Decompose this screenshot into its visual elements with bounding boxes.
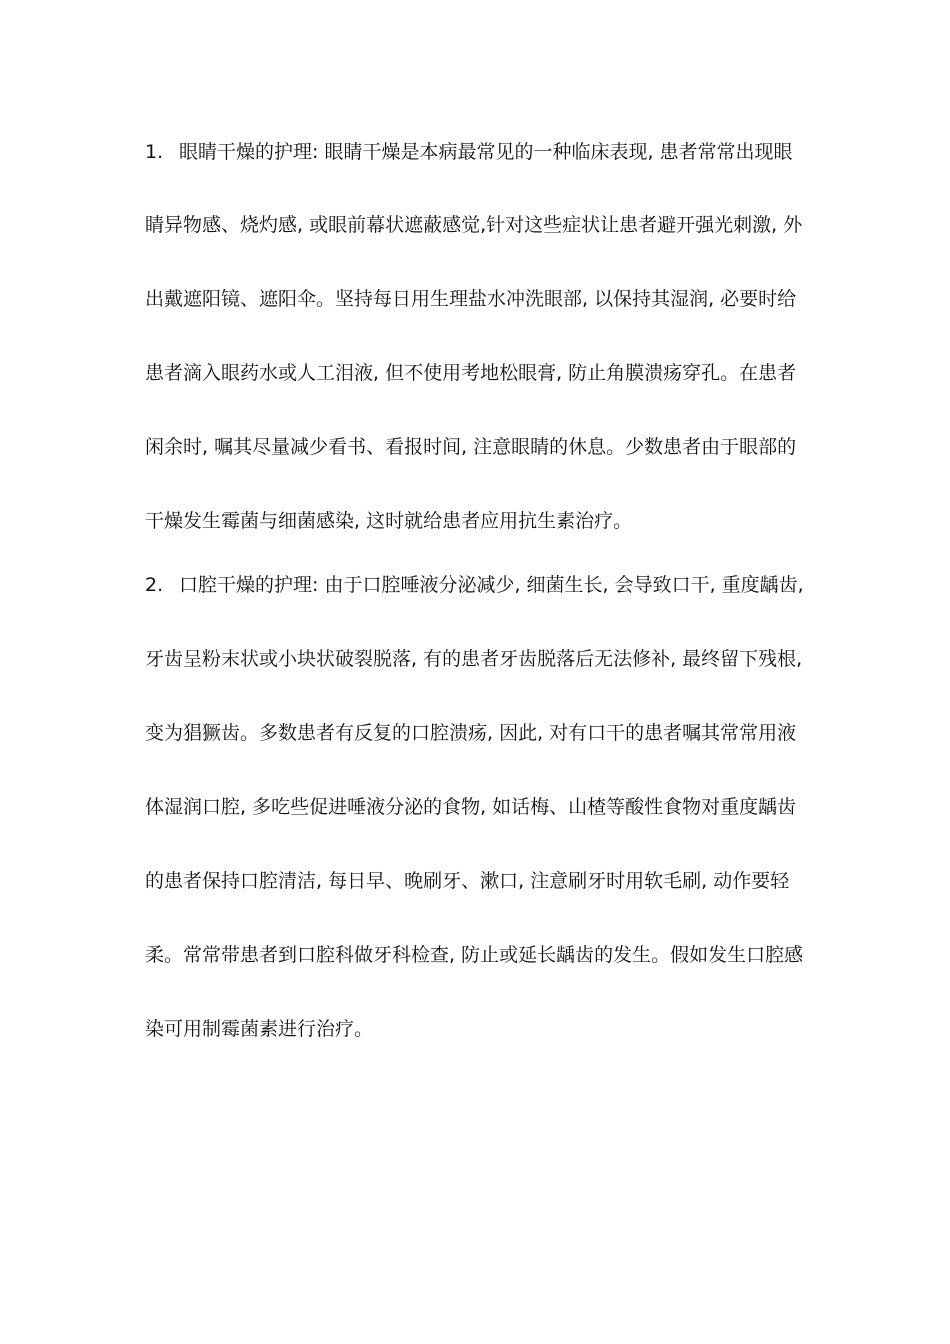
item-1-line-6 bbox=[145, 508, 632, 534]
item-1-line-2 bbox=[145, 212, 802, 238]
item-2-line-4 bbox=[145, 794, 796, 820]
item-1-text-line-2: 睛异物感、烧灼感, 或眼前幕状遮蔽感觉,针对这些症状让患者避开强光刺激, 外 bbox=[145, 214, 803, 236]
item-2-line-3 bbox=[145, 720, 796, 746]
item-2-text-line-1: 口腔干燥的护理: 由于口腔唾液分泌减少, 细菌生长, 会导致口干, 重度龋齿, bbox=[179, 574, 804, 596]
item-1-text-line-5: 闲余时, 嘱其尽量减少看书、看报时间, 注意眼睛的休息。少数患者由于眼部的 bbox=[145, 436, 797, 458]
item-2-line-5 bbox=[145, 868, 789, 894]
item-2-line-6 bbox=[145, 942, 803, 968]
item-2-text-line-3: 变为猖獗齿。多数患者有反复的口腔溃疡, 因此, 对有口干的患者嘱其常常用液 bbox=[145, 722, 797, 744]
item-1-line-4 bbox=[145, 360, 796, 386]
item-2-text-line-6: 柔。常常带患者到口腔科做牙科检查, 防止或延长龋齿的发生。假如发生口腔感 bbox=[145, 944, 804, 966]
item-1-text-line-6: 干燥发生霉菌与细菌感染, 这时就给患者应用抗生素治疗。 bbox=[145, 510, 633, 532]
item-2-text-line-7: 染可用制霉菌素进行治疗。 bbox=[145, 1018, 374, 1040]
item-2-line-2 bbox=[145, 646, 802, 672]
item-2-line-1 bbox=[145, 572, 804, 598]
item-1-text-line-4: 患者滴入眼药水或人工泪液, 但不使用考地松眼膏, 防止角膜溃疡穿孔。在患者 bbox=[145, 362, 797, 384]
item-2-text-line-5: 的患者保持口腔清洁, 每日早、晚刷牙、漱口, 注意刷牙时用软毛刷, 动作要轻 bbox=[145, 870, 790, 892]
item-1-text-line-3: 出戴遮阳镜、遮阳伞。坚持每日用生理盐水冲洗眼部, 以保持其湿润, 必要时给 bbox=[145, 288, 797, 310]
item-2-text-line-2: 牙齿呈粉末状或小块状破裂脱落, 有的患者牙齿脱落后无法修补, 最终留下残根, bbox=[145, 648, 803, 670]
item-2-line-7 bbox=[145, 1016, 373, 1042]
item-1-line-3 bbox=[145, 286, 796, 312]
item-1-text-line-1: 眼睛干燥的护理: 眼睛干燥是本病最常见的一种临床表现, 患者常常出现眼 bbox=[179, 141, 793, 163]
item-2-number: 2. bbox=[145, 574, 164, 596]
item-1-number: 1. bbox=[145, 141, 164, 163]
item-2-text-line-4: 体湿润口腔, 多吃些促进唾液分泌的食物, 如话梅、山楂等酸性食物对重度龋齿 bbox=[145, 796, 797, 818]
item-1-line-1 bbox=[145, 139, 793, 165]
item-1-line-5 bbox=[145, 434, 796, 460]
